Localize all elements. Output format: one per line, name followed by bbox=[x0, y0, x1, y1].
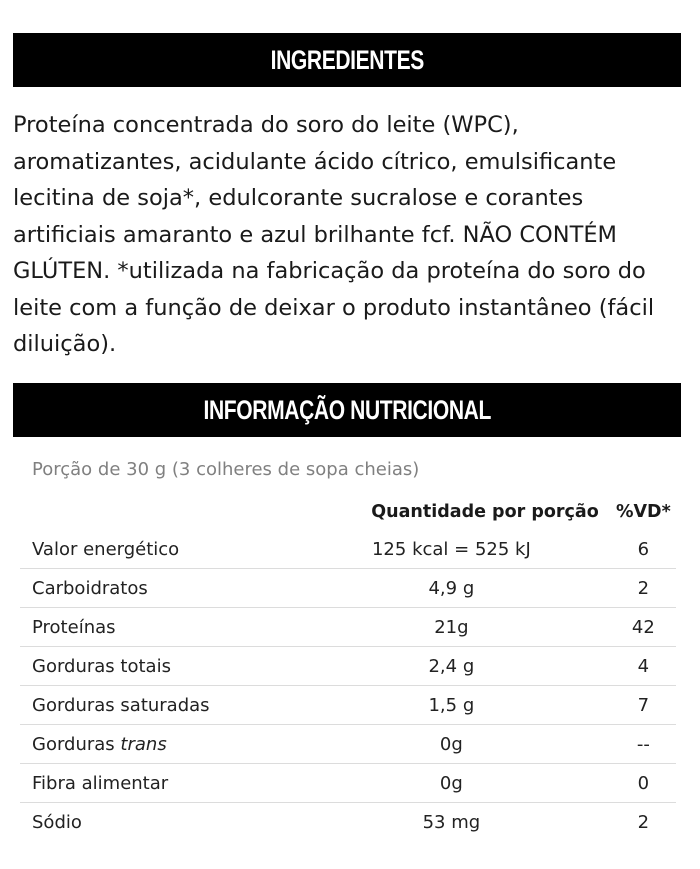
nutrient-vd: 6 bbox=[637, 538, 650, 560]
nutrient-name: Carboidratos bbox=[20, 569, 292, 608]
nutrient-vd: 4 bbox=[611, 647, 676, 686]
nutrient-vd: 2 bbox=[611, 569, 676, 608]
nutrition-title: INFORMAÇÃO NUTRICIONAL bbox=[203, 394, 491, 425]
nutrient-quantity: 0g bbox=[292, 764, 611, 803]
table-row bbox=[20, 608, 676, 647]
nutrient-vd: 0 bbox=[611, 764, 676, 803]
nutrient-quantity: 53 mg bbox=[292, 803, 611, 842]
nutrient-quantity: 4,9 g bbox=[292, 569, 611, 608]
table-header-row bbox=[20, 493, 676, 530]
nutrient-name: Valor energético bbox=[32, 538, 180, 560]
ingredients-header-bar bbox=[13, 33, 681, 87]
nutrient-vd: 2 bbox=[611, 803, 676, 842]
nutrient-vd: 42 bbox=[611, 608, 676, 647]
nutrient-name: Fibra alimentar bbox=[20, 764, 292, 803]
table-row bbox=[20, 686, 676, 725]
nutrient-quantity: 0g bbox=[292, 725, 611, 764]
portion-size: Porção de 30 g (3 colheres de sopa cheias) bbox=[32, 459, 420, 480]
nutrient-vd: 7 bbox=[611, 686, 676, 725]
nutrient-name: Sódio bbox=[20, 803, 292, 842]
nutrient-name-italic: trans bbox=[120, 733, 167, 755]
nutrient-quantity: 21g bbox=[292, 608, 611, 647]
ingredients-title: INGREDIENTES bbox=[270, 44, 424, 75]
table-row bbox=[20, 647, 676, 686]
header-quantity: Quantidade por porção bbox=[371, 501, 599, 522]
nutrient-name: Gorduras totais bbox=[20, 647, 292, 686]
table-row bbox=[20, 530, 676, 569]
nutrient-vd: -- bbox=[611, 725, 676, 764]
table-row bbox=[20, 569, 676, 608]
table-row bbox=[20, 725, 676, 764]
table-row bbox=[20, 764, 676, 803]
nutrient-name bbox=[20, 725, 292, 764]
nutrition-table bbox=[20, 493, 676, 841]
ingredients-text: Proteína concentrada do soro do leite (WPC), aromatizantes, acidulante ácido cítrico, emulsificante lecitina de soja*, edulcorante sucralose e corantes artificiais amaranto e azul brilhante fcf. NÃO CONTÉM GLÚTEN. *utilizada na fabricação da proteína do soro do leite com a função de deixar o produto instantâneo (fácil diluição). bbox=[13, 112, 655, 357]
nutrient-name: Proteínas bbox=[20, 608, 292, 647]
table-row bbox=[20, 803, 676, 842]
header-nutrient bbox=[20, 493, 292, 530]
nutrient-quantity: 2,4 g bbox=[292, 647, 611, 686]
nutrient-quantity: 125 kcal = 525 kJ bbox=[371, 538, 531, 560]
nutrient-name-prefix: Gorduras bbox=[32, 733, 115, 755]
nutrition-header-bar bbox=[13, 383, 681, 437]
nutrient-quantity: 1,5 g bbox=[292, 686, 611, 725]
nutrient-name: Gorduras saturadas bbox=[20, 686, 292, 725]
header-vd: %VD* bbox=[615, 501, 671, 522]
